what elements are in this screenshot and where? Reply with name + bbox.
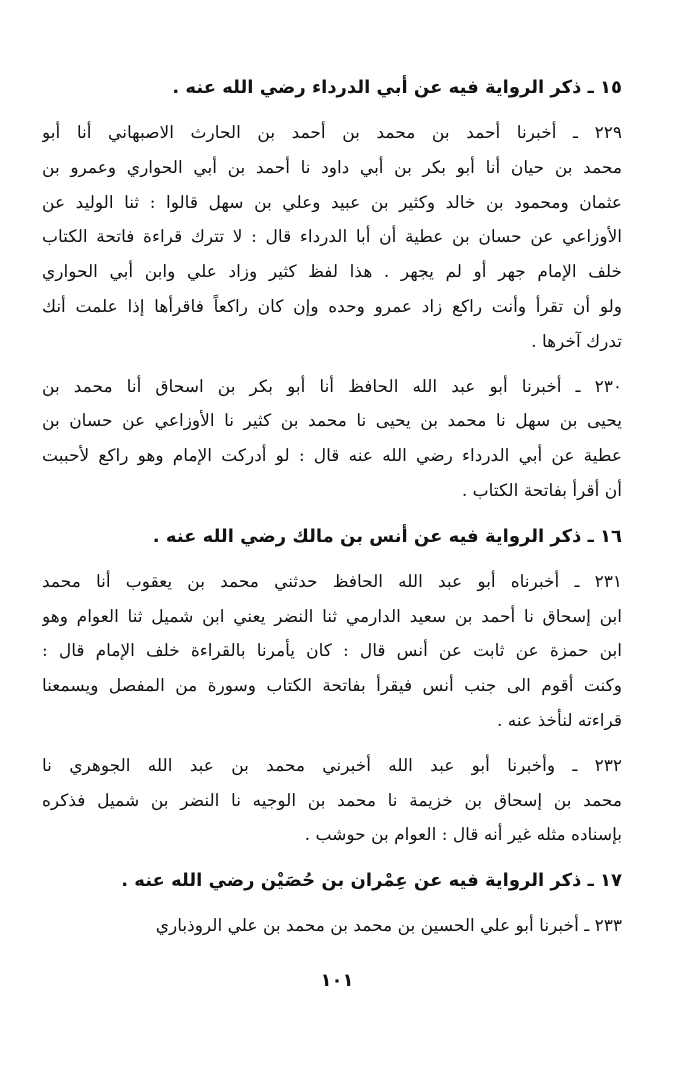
text-line: ابن حمزة عن ثابت عن أنس قال : كان يأمرنا بالقراءة خلف الإمام قال : xyxy=(42,641,622,662)
text-line: ٢٢٩ ـ أخبرنا أحمد بن محمد بن أحمد بن الحارث الاصبهاني أنا أبو xyxy=(42,123,622,143)
text-line: محمد بن إسحاق بن خزيمة نا محمد بن الوجيه نا النضر بن شميل فذكره xyxy=(42,790,622,811)
text-line: عثمان ومحمود بن خالد وكثير بن عبيد وعلي بن سهل قالوا : ثنا الوليد عن xyxy=(42,192,622,213)
text-line: ٢٣٠ ـ أخبرنا أبو عبد الله الحافظ أنا أبو بكر بن اسحاق أنا محمد بن xyxy=(42,376,622,397)
section-heading-16: ١٦ ـ ذكر الرواية فيه عن أنس بن مالك رضي الله عنه . xyxy=(152,525,622,547)
text-line: ٢٣٣ ـ أخبرنا أبو علي الحسين بن محمد بن محمد بن علي الروذباري xyxy=(155,916,622,937)
text-line: وكنت أقوم الى جنب أنس فيقرأ بفاتحة الكتاب وسورة من المفصل ويسمعنا xyxy=(42,676,622,697)
text-line: أن أقرأ بفاتحة الكتاب . xyxy=(461,480,622,501)
hadith-230 xyxy=(42,370,622,509)
hadith-231 xyxy=(42,565,622,739)
text-line: خلف الإمام جهر أو لم يجهر . هذا لفظ كثير وزاد علي وابن أبي الحواري xyxy=(42,262,622,283)
text-line: عطية عن أبي الدرداء رضي الله عنه قال : لو أدركت الإمام وهو راكع لأحببت xyxy=(42,446,622,467)
hadith-229 xyxy=(42,116,622,360)
section-heading-17: ١٧ ـ ذكر الرواية فيه عن عِمْران بن حُصَيْن رضي الله عنه . xyxy=(121,870,622,892)
page-number: ١٠١ xyxy=(320,970,354,991)
text-line: بإسناده مثله غير أنه قال : العوام بن حوشب . xyxy=(304,825,622,846)
hadith-233 xyxy=(42,909,622,944)
text-line: ٢٣١ ـ أخبرناه أبو عبد الله الحافظ حدثني محمد بن يعقوب أنا محمد xyxy=(42,571,622,592)
page-body xyxy=(42,70,622,954)
text-line: ابن إسحاق نا أحمد بن سعيد الدارمي ثنا النضر يعني ابن شميل ثنا العوام وهو xyxy=(42,606,622,627)
section-heading-15: ١٥ ـ ذكر الرواية فيه عن أبي الدرداء رضي الله عنه . xyxy=(172,77,622,98)
hadith-232 xyxy=(42,749,622,853)
text-line: يحيى بن سهل نا محمد بن يحيى نا محمد بن كثير نا الأوزاعي عن حسان بن xyxy=(42,411,622,432)
text-line: الأوزاعي عن حسان بن عطية أن أبا الدرداء قال : لا تترك قراءة فاتحة الكتاب xyxy=(42,227,622,248)
text-line: ٢٣٢ ـ وأخبرنا أبو عبد الله أخبرني محمد بن عبد الله الجوهري نا xyxy=(42,755,622,776)
text-line: محمد بن حيان أنا أبو بكر بن أبي داود نا أحمد بن أبي الحواري وعمرو بن xyxy=(42,157,622,178)
text-line: قراءته لنأخذ عنه . xyxy=(497,710,622,731)
text-line: ولو أن تقرأ وأنت راكع زاد عمرو وحده وإن كان راكعاً فاقرأها إذا علمت أنك xyxy=(42,296,622,317)
text-line: تدرك آخرها . xyxy=(531,331,622,352)
